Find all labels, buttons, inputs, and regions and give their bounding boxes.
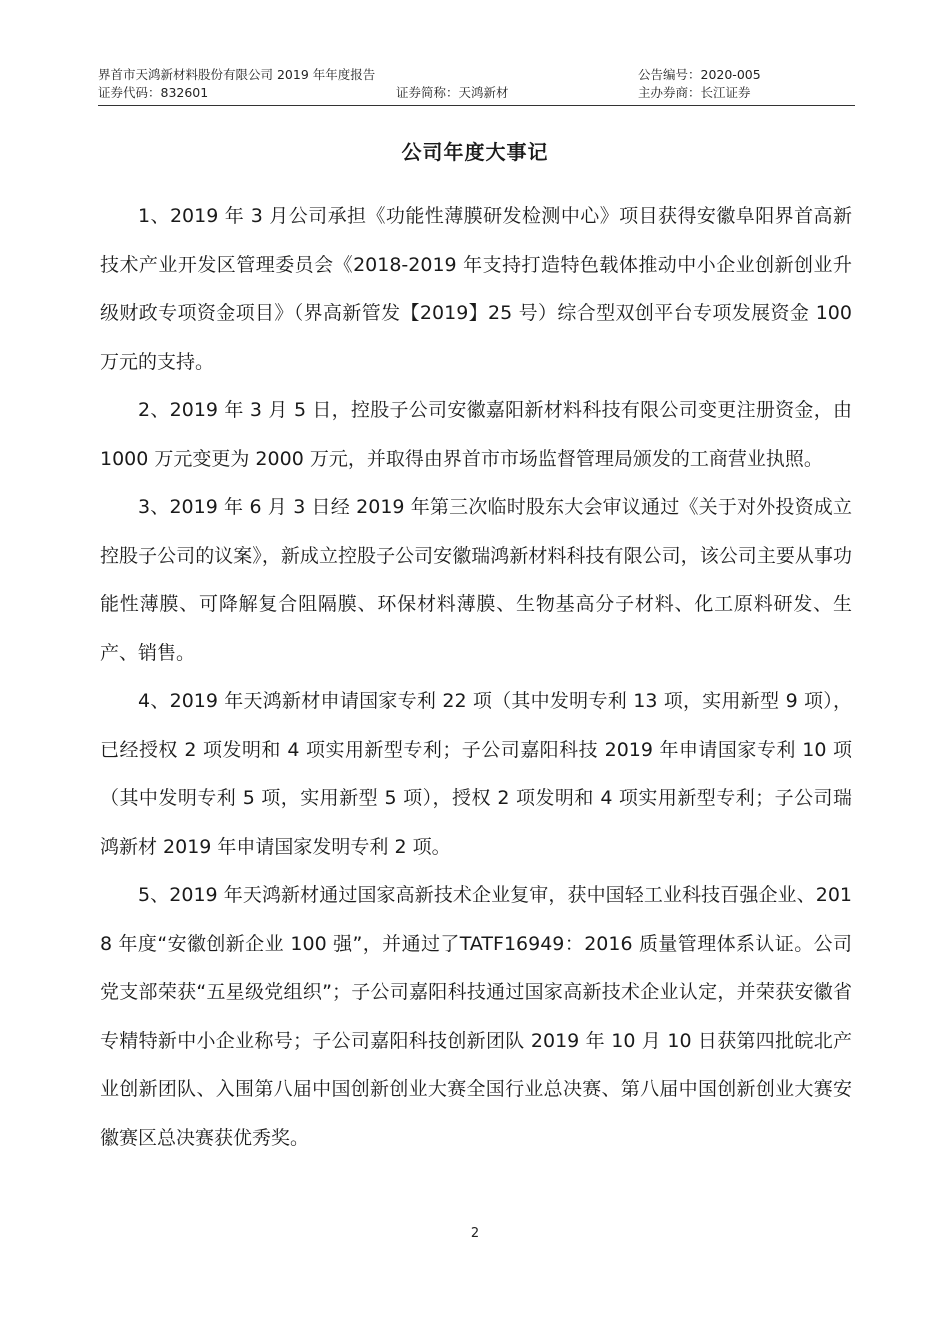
event-paragraph-1: 1、2019 年 3 月公司承担《功能性薄膜研发检测中心》项目获得安徽阜阳界首高新技术产业开发区管理委员会《2018-2019 年支持打造特色载体推动中小企业创新创业升级财政专项资金项目》（界高新管发【2019】25 号）综合型双创平台专项发展资金 100 万元的支持。: [100, 205, 852, 373]
page-title: 公司年度大事记: [401, 140, 549, 164]
header-company-report: 界首市天鸿新材料股份有限公司 2019 年年度报告: [98, 67, 376, 82]
header-sponsor: 主办券商：长江证券: [638, 85, 751, 100]
event-paragraph-4: 4、2019 年天鸿新材申请国家专利 22 项（其中发明专利 13 项，实用新型 9 项），已经授权 2 项发明和 4 项实用新型专利；子公司嘉阳科技 2019 年申请国家专利 10 项（其中发明专利 5 项，实用新型 5 项），授权 2 项发明和 4 项实用新型专利；子公司瑞鸿新材 2019 年申请国家发明专利 2 项。: [100, 690, 852, 858]
header-stock-code: 证券代码：832601: [98, 85, 209, 100]
header-announcement-number: 公告编号：2020-005: [638, 67, 761, 82]
event-paragraph-2: 2、2019 年 3 月 5 日，控股子公司安徽嘉阳新材料科技有限公司变更注册资金，由 1000 万元变更为 2000 万元，并取得由界首市市场监督管理局颁发的工商营业执照。: [100, 399, 852, 470]
header-divider: [98, 105, 855, 106]
event-paragraph-3: 3、2019 年 6 月 3 日经 2019 年第三次临时股东大会审议通过《关于对外投资成立控股子公司的议案》，新成立控股子公司安徽瑞鸿新材料科技有限公司，该公司主要从事功能性薄膜、可降解复合阻隔膜、环保材料薄膜、生物基高分子材料、化工原料研发、生产、销售。: [100, 496, 852, 664]
events-body: [100, 192, 852, 1162]
header-row-top: [98, 66, 854, 84]
header-row-bottom: [98, 84, 854, 102]
page-number: 2: [470, 1226, 480, 1241]
page-header: [98, 66, 854, 102]
event-paragraph-5: 5、2019 年天鸿新材通过国家高新技术企业复审，获中国轻工业科技百强企业、2018 年度“安徽创新企业 100 强”，并通过了TATF16949：2016 质量管理体系认证。公司党支部荣获“五星级党组织”；子公司嘉阳科技通过国家高新技术企业认定，并荣获安徽省专精特新中小企业称号；子公司嘉阳科技创新团队 2019 年 10 月 10 日获第四批皖北产业创新团队、入围第八届中国创新创业大赛全国行业总决赛、第八届中国创新创业大赛安徽赛区总决赛获优秀奖。: [100, 884, 852, 1149]
header-stock-name: 证券简称：天鸿新材: [396, 85, 509, 100]
